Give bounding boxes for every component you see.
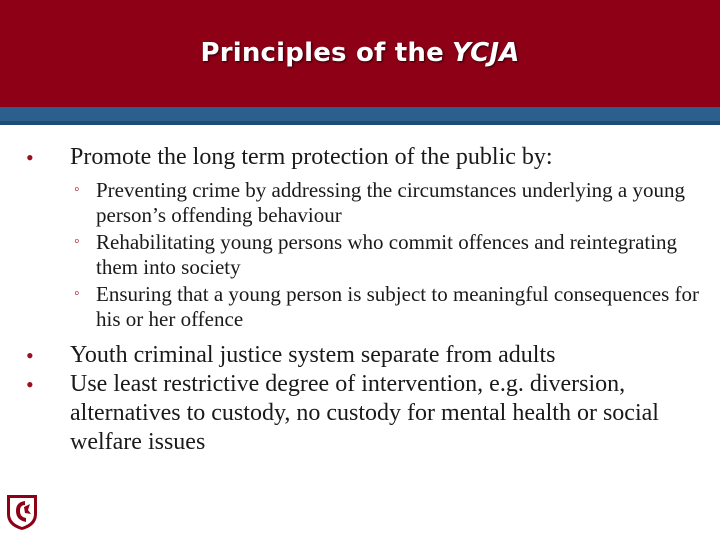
bullet-item: [26, 370, 706, 457]
sub-bullet-text: Rehabilitating young persons who commit offences and reintegrating them into society: [96, 230, 678, 279]
sub-bullet-icon: ◦: [74, 285, 80, 302]
slide-title: [200, 38, 519, 68]
title-emphasis: YCJA: [451, 37, 520, 68]
sub-bullet-text: Ensuring that a young person is subject to meaningful consequences for his or her offence: [96, 282, 700, 331]
bullet-icon: •: [26, 343, 34, 368]
bullet-icon: •: [26, 145, 34, 170]
sub-bullet-icon: ◦: [74, 181, 80, 198]
bullet-item: [26, 143, 706, 172]
bullet-icon: •: [26, 372, 34, 397]
bullet-text: Use least restrictive degree of intervention, e.g. diversion, alternatives to custody, no custody for mental health or social welfare issues: [70, 371, 659, 455]
title-bar: [0, 0, 720, 107]
sub-bullet-item: [26, 230, 706, 279]
bullet-text: Promote the long term protection of the public by:: [70, 144, 553, 170]
slide-content: [26, 143, 706, 457]
sub-bullet-list: [26, 178, 706, 331]
bullet-item: [26, 341, 706, 370]
sub-bullet-text: Preventing crime by addressing the circumstances underlying a young person’s offending behaviour: [96, 178, 686, 227]
bullet-text: Youth criminal justice system separate from adults: [70, 342, 556, 368]
college-crest-logo-icon: [4, 492, 40, 532]
title-main: Principles of the: [200, 37, 444, 68]
sub-bullet-item: [26, 178, 706, 227]
sub-bullet-icon: ◦: [74, 233, 80, 250]
header-divider: [0, 107, 720, 125]
sub-bullet-item: [26, 282, 706, 331]
